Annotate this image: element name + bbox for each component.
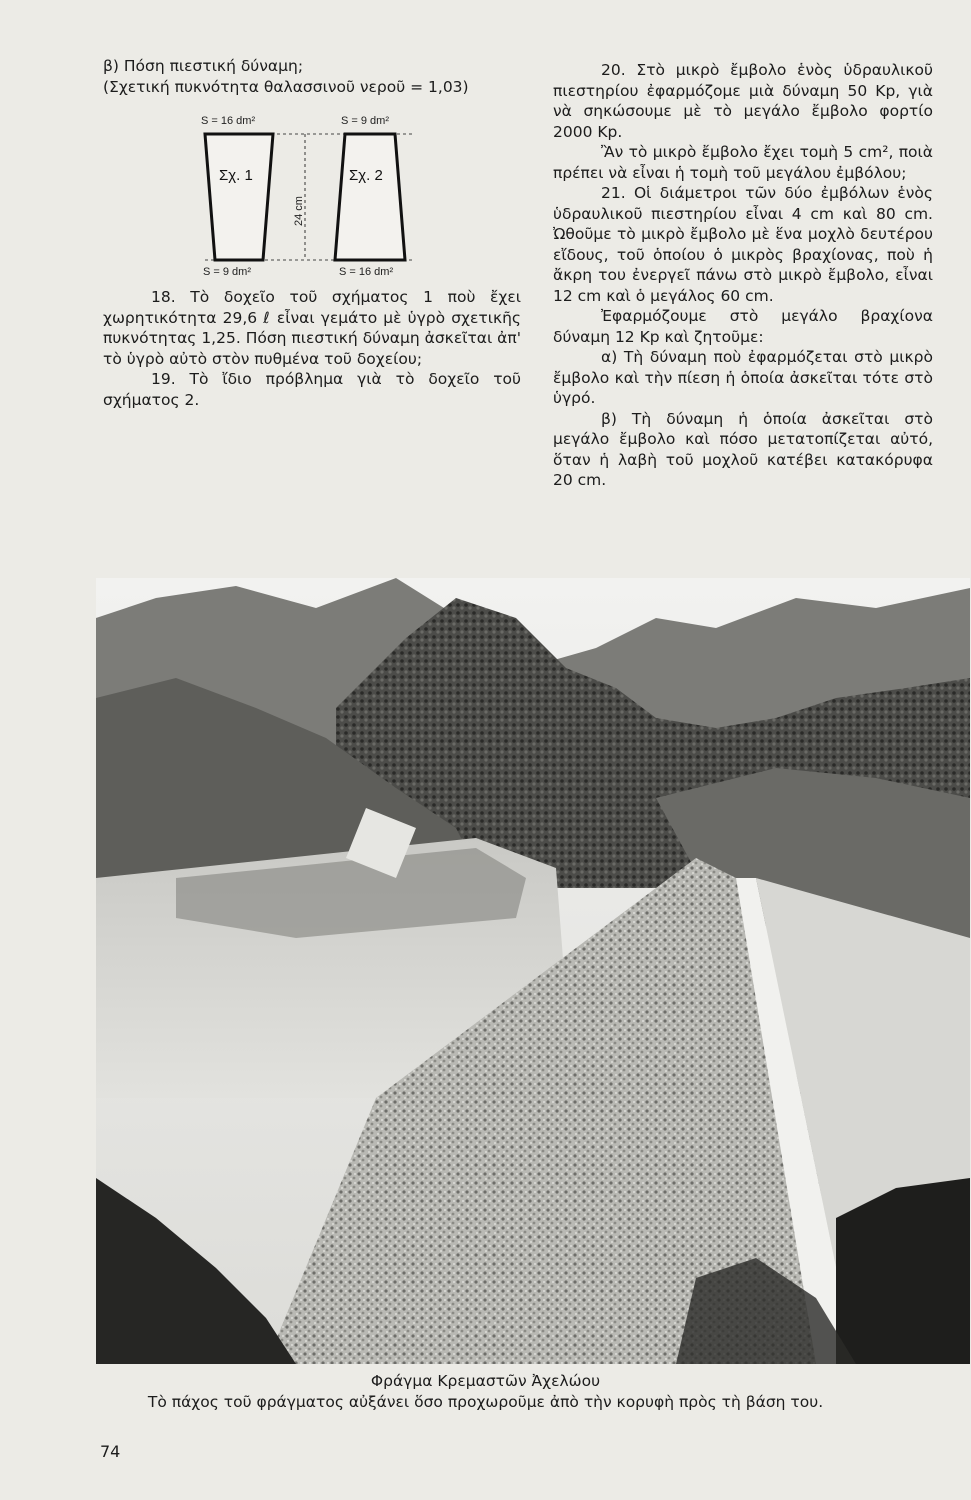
problem-20: 20. Στὸ μικρὸ ἔμβολο ἑνὸς ὑδραυλικοῦ πιεστηρίου ἐφαρμόζομε μιὰ δύναμη 50 Kp, γιὰ νὰ σηκώσουμε μὲ τὸ μεγάλο ἔμβολο φορτίο 2000 Kp.	[553, 61, 933, 141]
problem-21-part-b: β) Τὴ δύναμη ἡ ὁποία ἀσκεῖται στὸ μεγάλο ἔμβολο καὶ πόσο μετατοπίζεται αὐτό, ὅταν ἡ λαβὴ τοῦ μοχλοῦ κατέβει κατακόρυφα 20 cm.	[553, 409, 933, 489]
problem-21-intro: Ἐφαρμόζουμε στὸ μεγάλο βραχίονα δύναμη 12 Kp καὶ ζητοῦμε:	[553, 307, 933, 346]
question-b: β) Πόση πιεστική δύναμη;	[103, 57, 304, 75]
fig-label-2: Σχ. 2	[349, 167, 383, 184]
problem-19: 19. Τὸ ἴδιο πρόβλημα γιὰ τὸ δοχεῖο τοῦ σχήματος 2.	[103, 370, 521, 409]
problem-21-part-a: α) Τὴ δύναμη ποὺ ἐφαρμόζεται στὸ μικρὸ ἔμβολο καὶ τὴν πίεση ἡ ὁποία ἀσκεῖται τότε στὸ ὑγρό.	[553, 348, 933, 407]
vessel-1-shape	[205, 134, 273, 260]
right-column	[553, 60, 933, 491]
problem-20-question: Ἂν τὸ μικρὸ ἔμβολο ἔχει τομὴ 5 cm², ποιὰ πρέπει νὰ εἶναι ἡ τομὴ τοῦ μεγάλου ἐμβόλου;	[553, 143, 933, 182]
problem-21: 21. Οἱ διάμετροι τῶν δύο ἐμβόλων ἑνὸς ὑδραυλικοῦ πιεστηρίου εἶναι 4 cm καὶ 80 cm. Ὠθοῦμε τὸ μικρὸ ἔμβολο μὲ ἕνα μοχλὸ δευτέρου εἴδους, τοῦ ὁποίου ὁ μικρὸς βραχίονας, ποὺ ἡ ἄκρη του ἐνεργεῖ πάνω στὸ μικρὸ ἔμβολο, εἶναι 12 cm καὶ ὁ μεγάλος 60 cm.	[553, 184, 933, 305]
photo-caption-subtitle: Τὸ πάχος τοῦ φράγματος αὐξάνει ὅσο προχωροῦμε ἀπὸ τὴν κορυφὴ πρὸς τὴ βάση του.	[147, 1393, 824, 1411]
vessel-2-shape	[335, 134, 405, 260]
photo-caption-title: Φράγμα Κρεμαστῶν Ἀχελώου	[370, 1372, 601, 1390]
left-column	[103, 56, 521, 97]
fig-label-1: Σχ. 1	[219, 167, 253, 184]
fig-bottom-left-label: S = 9 dm²	[203, 266, 251, 278]
fig-top-right-label: S = 9 dm²	[341, 115, 389, 127]
vessels-figure	[195, 108, 425, 278]
dam-photo	[96, 578, 970, 1364]
left-problems	[103, 287, 521, 410]
page-number: 74	[100, 1442, 121, 1461]
fig-top-left-label: S = 16 dm²	[201, 115, 256, 127]
fig-bottom-right-label: S = 16 dm²	[339, 266, 394, 278]
density-note: (Σχετική πυκνότητα θαλασσινοῦ νεροῦ = 1,03)	[103, 77, 469, 96]
fig-height-label: 24 cm	[293, 196, 305, 226]
problem-18: 18. Τὸ δοχεῖο τοῦ σχήματος 1 ποὺ ἔχει χωρητικότητα 29,6 ℓ εἶναι γεμάτο μὲ ὑγρὸ σχετικῆς πυκνότητας 1,25. Πόση πιεστική δύναμη ἀσκεῖται ἀπ' τὸ ὑγρὸ αὐτὸ στὸν πυθμένα τοῦ δοχείου;	[103, 288, 521, 368]
